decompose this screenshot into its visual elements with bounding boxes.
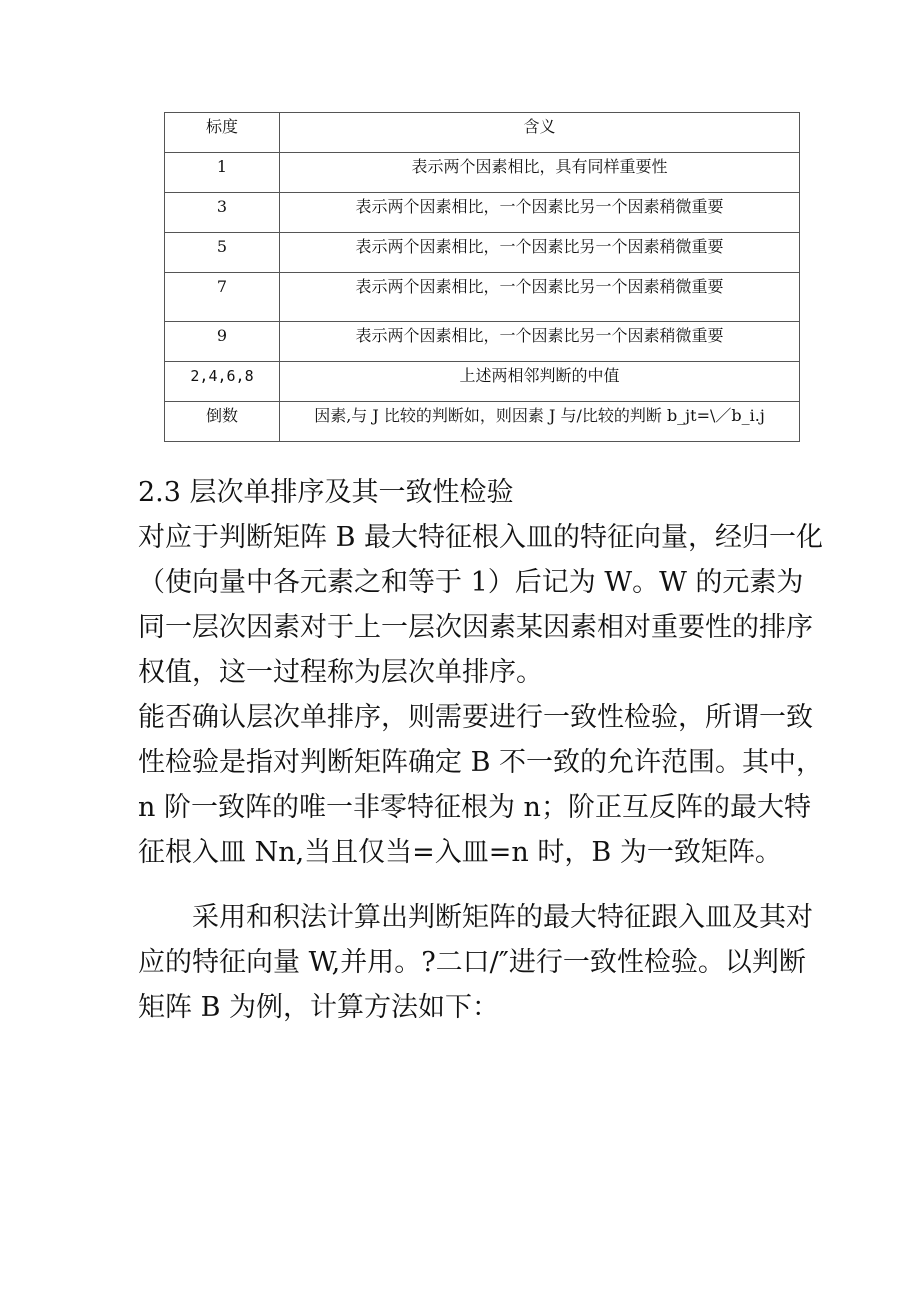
section-body bbox=[138, 470, 828, 1030]
cell-meaning: 表示两个因素相比，一个因素比另一个因素稍微重要 bbox=[280, 193, 800, 233]
cell-meaning: 因素,与 J 比较的判断如，则因素 J 与/比较的判断 b_jt=\／b_i.j bbox=[280, 402, 800, 442]
paragraph: 能否确认层次单排序，则需要进行一致性检验，所谓一致性检验是指对判断矩阵确定 B 不一致的允许范围。其中，n 阶一致阵的唯一非零特征根为 n；阶正互反阵的最大特征根入皿 Nn,当且仅当=入皿=n 时，B 为一致矩阵。 bbox=[138, 702, 824, 868]
cell-scale: 7 bbox=[165, 273, 280, 322]
table-row bbox=[165, 233, 800, 273]
cell-scale: 3 bbox=[165, 193, 280, 233]
table-row bbox=[165, 322, 800, 362]
cell-meaning: 上述两相邻判断的中值 bbox=[280, 362, 800, 402]
cell-scale: 2,4,6,8 bbox=[165, 362, 280, 402]
table-header-row bbox=[165, 113, 800, 153]
header-scale: 标度 bbox=[165, 113, 280, 153]
table-row bbox=[165, 402, 800, 442]
paragraph: 对应于判断矩阵 B 最大特征根入皿的特征向量，经归一化（使向量中各元素之和等于 1）后记为 W。W 的元素为同一层次因素对于上一层次因素某因素相对重要性的排序权值，这一过程称为层次单排序。 bbox=[138, 522, 824, 688]
table-row bbox=[165, 153, 800, 193]
paragraph: 采用和积法计算出判断矩阵的最大特征跟入皿及其对应的特征向量 W,并用。?二口/″进行一致性检验。以判断矩阵 B 为例，计算方法如下： bbox=[138, 902, 813, 1023]
scale-table bbox=[164, 112, 800, 442]
cell-meaning: 表示两个因素相比，具有同样重要性 bbox=[280, 153, 800, 193]
table-row bbox=[165, 193, 800, 233]
header-meaning: 含义 bbox=[280, 113, 800, 153]
cell-scale: 9 bbox=[165, 322, 280, 362]
cell-meaning: 表示两个因素相比，一个因素比另一个因素稍微重要 bbox=[280, 273, 800, 322]
cell-scale: 5 bbox=[165, 233, 280, 273]
cell-scale: 倒数 bbox=[165, 402, 280, 442]
cell-scale: 1 bbox=[165, 153, 280, 193]
table-row bbox=[165, 273, 800, 322]
section-heading: 2.3 层次单排序及其一致性检验 bbox=[138, 477, 514, 508]
cell-meaning: 表示两个因素相比，一个因素比另一个因素稍微重要 bbox=[280, 233, 800, 273]
table-row bbox=[165, 362, 800, 402]
cell-meaning: 表示两个因素相比，一个因素比另一个因素稍微重要 bbox=[280, 322, 800, 362]
